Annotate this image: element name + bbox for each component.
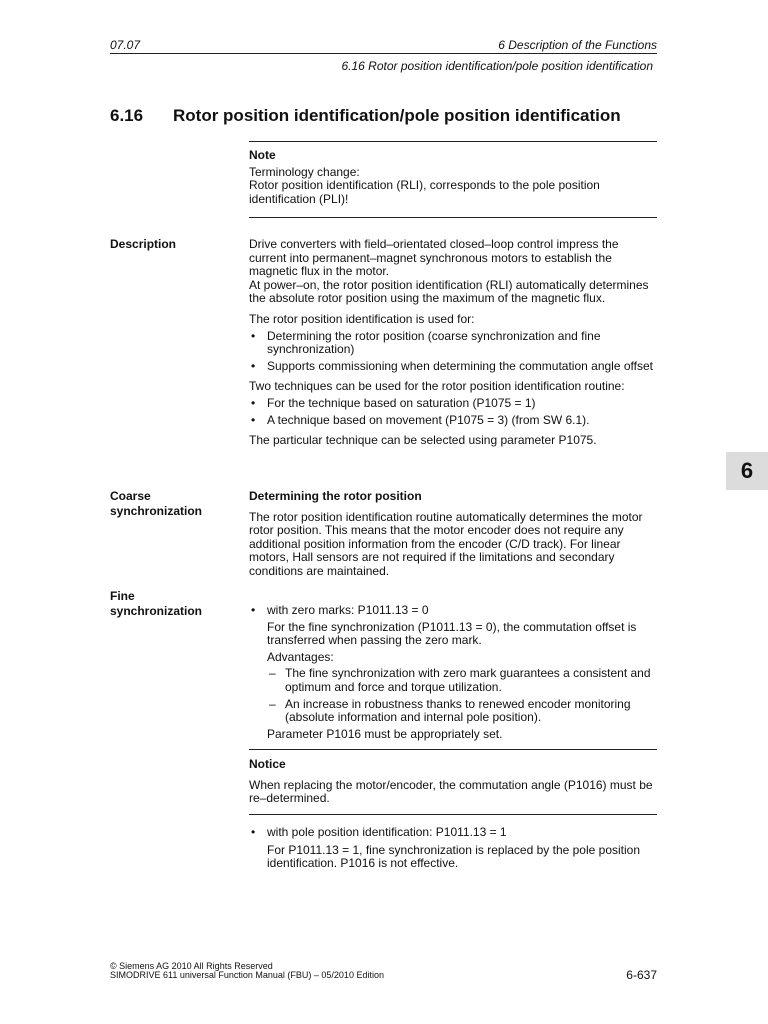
- list-item: [249, 826, 659, 840]
- header-date: 07.07: [110, 38, 141, 52]
- description-body: [249, 238, 659, 448]
- bullet-icon: •: [251, 412, 256, 427]
- chapter-tab: 6: [726, 452, 768, 490]
- coarse-heading: Determining the rotor position: [249, 489, 422, 503]
- fine-b1-text: For the fine synchronization (P1011.13 = 0), the commutation offset is transferred when passing the zero mark.: [267, 619, 637, 648]
- description-p3: The rotor position identification is used for:: [249, 311, 475, 326]
- fine-b2-text: For P1011.13 = 1, fine synchronization is replaced by the pole position identification. P1016 is not effective.: [267, 842, 641, 871]
- footer-copyright: © Siemens AG 2010 All Rights Reserved: [110, 961, 273, 971]
- note-bottom-rule: [249, 217, 657, 218]
- coarse-text: The rotor position identification routine automatically determines the motor rotor position. This means that the motor encoder does not require any additional position information from the encoder (C/D track). For linear motors, Hall sensors are not required if the limitations and secondary conditions are maintained.: [249, 509, 643, 578]
- bullet-icon: •: [251, 825, 256, 839]
- bullet-icon: •: [251, 358, 256, 373]
- coarse-label-line1: Coarse: [110, 489, 151, 503]
- note-heading: Note: [249, 148, 276, 162]
- notice-box: [249, 758, 659, 806]
- coarse-sync-body: [249, 490, 659, 579]
- section-title: Rotor position identification/pole position identification: [173, 106, 621, 125]
- section-heading: [110, 106, 621, 126]
- list-item-text: Supports commissioning when determining the commutation angle offset: [267, 358, 653, 373]
- notice-text: When replacing the motor/encoder, the commutation angle (P1016) must be re–determined.: [249, 777, 653, 806]
- header-section: 6.16 Rotor position identification/pole position identification: [341, 59, 653, 73]
- bullet-icon: •: [251, 603, 256, 617]
- list-item-text: with zero marks: P1011.13 = 0: [267, 603, 429, 617]
- fine-bullet2-body: [249, 844, 659, 871]
- notice-top-rule: [249, 749, 657, 750]
- fine-bullet1-body: [249, 621, 659, 742]
- page-number: 6-637: [626, 968, 657, 982]
- list-item: [249, 604, 659, 618]
- description-p2: At power–on, the rotor position identification (RLI) automatically determines the absolute rotor position using the maximum of the magnetic flux.: [249, 277, 649, 306]
- header-chapter: 6 Description of the Functions: [498, 38, 657, 52]
- notice-bottom-rule: [249, 814, 657, 815]
- header-divider: [110, 53, 657, 54]
- fine-label-line1: Fine: [110, 589, 135, 603]
- footer-manual: SIMODRIVE 611 universal Function Manual (FBU) – 05/2010 Edition: [110, 970, 384, 980]
- coarse-label-line2: synchronization: [110, 504, 203, 518]
- list-item: [249, 397, 659, 411]
- notice-heading: Notice: [249, 757, 286, 771]
- description-p5: The particular technique can be selected using parameter P1075.: [249, 433, 597, 448]
- fine-sync-body: [249, 604, 659, 741]
- description-p4: Two techniques can be used for the rotor position identification routine:: [249, 379, 625, 394]
- fine-sync-body-2: [249, 826, 659, 871]
- bullet-icon: •: [251, 328, 256, 343]
- list-item-text: An increase in robustness thanks to renewed encoder monitoring (absolute information and internal pole position).: [285, 696, 631, 725]
- note-line2: Rotor position identification (RLI), corresponds to the pole position identification (PLI)!: [249, 178, 600, 206]
- section-number: 6.16: [110, 106, 144, 125]
- fine-sync-label: [110, 589, 202, 619]
- list-item: [249, 360, 659, 374]
- coarse-sync-label: [110, 489, 202, 519]
- dash-icon: –: [269, 666, 276, 681]
- list-item-text: with pole position identification: P1011.13 = 1: [267, 825, 507, 839]
- description-p1: Drive converters with field–orientated closed–loop control impress the current into permanent–magnet synchronous motors to establish the magnetic flux in the motor.: [249, 237, 619, 279]
- list-item-text: For the technique based on saturation (P1075 = 1): [267, 395, 536, 410]
- list-item: [249, 414, 659, 428]
- list-item: [267, 667, 659, 694]
- list-item-text: Determining the rotor position (coarse synchronization and fine synchronization): [267, 328, 601, 357]
- list-item-text: A technique based on movement (P1075 = 3) (from SW 6.1).: [267, 412, 590, 427]
- list-item-text: The fine synchronization with zero mark guarantees a consistent and optimum and force and torque utilization.: [285, 666, 651, 694]
- fine-label-line2: synchronization: [110, 604, 203, 618]
- dash-icon: –: [269, 696, 276, 711]
- note-top-rule: [249, 141, 657, 142]
- list-item: [249, 330, 659, 357]
- note-box: [249, 149, 659, 206]
- note-line1: Terminology change:: [249, 164, 360, 179]
- list-item: [267, 698, 659, 725]
- bullet-icon: •: [251, 395, 256, 410]
- description-label: Description: [110, 237, 177, 251]
- fine-param: Parameter P1016 must be appropriately set.: [267, 726, 503, 741]
- fine-advantages: Advantages:: [267, 649, 334, 664]
